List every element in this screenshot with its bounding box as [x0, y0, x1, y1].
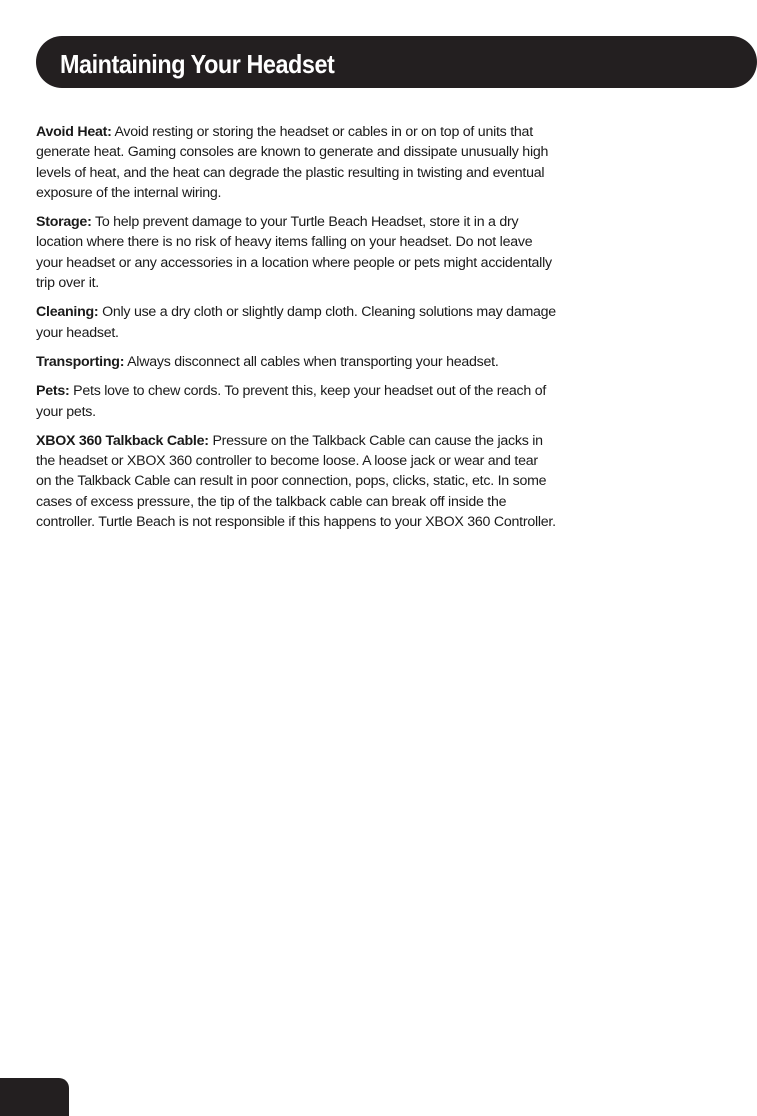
section-label: Storage:: [36, 214, 92, 231]
section-talkback-cable: [36, 431, 556, 532]
section-avoid-heat: [36, 122, 556, 203]
section-label: XBOX 360 Talkback Cable:: [36, 432, 209, 449]
section-label: Cleaning:: [36, 304, 99, 321]
page-corner-tab: [0, 1078, 69, 1116]
section-text: Always disconnect all cables when transporting your headset.: [124, 353, 499, 370]
title-banner: [36, 36, 757, 88]
section-label: Pets:: [36, 383, 70, 400]
section-text: Only use a dry cloth or slightly damp cloth. Cleaning solutions may damage your headset.: [36, 304, 556, 341]
section-transporting: [36, 352, 556, 372]
section-text: Avoid resting or storing the headset or cables in or on top of units that generate heat. Gaming consoles are known to generate and dissipate unusually high levels of heat, and the heat can degrade the plastic resulting in twisting and eventual exposure of the internal wiring.: [36, 124, 549, 201]
page-title: Maintaining Your Headset: [60, 49, 335, 79]
content-body: [36, 122, 556, 541]
section-label: Avoid Heat:: [36, 124, 112, 140]
section-pets: [36, 381, 556, 422]
section-text: To help prevent damage to your Turtle Beach Headset, store it in a dry location where there is no risk of heavy items falling on your headset. Do not leave your headset or any accessories in a location where people or pets might accidentally trip over it.: [36, 214, 552, 292]
section-cleaning: [36, 302, 556, 343]
section-text: Pets love to chew cords. To prevent this, keep your headset out of the reach of your pets.: [36, 383, 547, 420]
section-storage: [36, 212, 556, 293]
section-text: Pressure on the Talkback Cable can cause the jacks in the headset or XBOX 360 controller to become loose. A loose jack or wear and tear on the Talkback Cable can result in poor connection, pops, clicks, static, etc. In some cases of excess pressure, the tip of the talkback cable can break off inside the controller. Turtle Beach is not responsible if this happens to your XBOX 360 Controller.: [36, 432, 556, 531]
section-label: Transporting:: [36, 353, 125, 370]
